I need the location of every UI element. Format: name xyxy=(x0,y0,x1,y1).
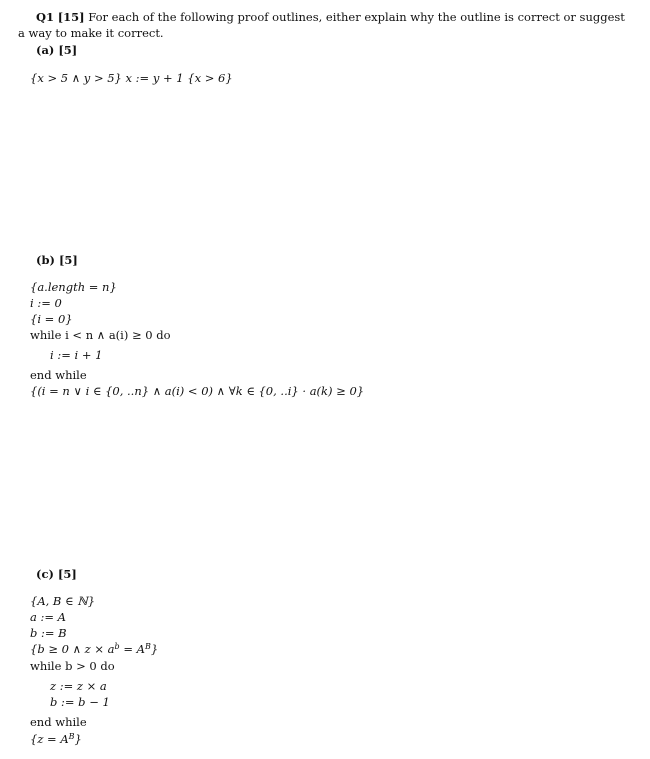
part-c-assign-a: a := A xyxy=(30,610,66,624)
part-c-end-while: end while xyxy=(30,715,87,729)
part-c-body-z: z := z × a xyxy=(50,679,107,693)
question-intro-line1: For each of the following proof outlines, either explain why the outline is correct or suggest xyxy=(88,10,625,24)
question-header xyxy=(36,10,625,24)
question-number: Q1 xyxy=(36,10,55,24)
part-c-label: (c) xyxy=(36,567,54,581)
part-c-precondition: {A, B ∈ ℕ} xyxy=(30,594,96,608)
part-b-postcondition: {(i = n ∨ i ∈ {0, ..n} ∧ a(i) < 0) ∧ ∀k ∈ {0, ..i} · a(k) ≥ 0} xyxy=(30,384,365,398)
part-c-heading xyxy=(36,567,77,581)
question-intro-line2: a way to make it correct. xyxy=(18,26,164,40)
part-b-points: [5] xyxy=(58,253,78,267)
part-b-body: i := i + 1 xyxy=(50,348,103,362)
part-c-body-b: b := b − 1 xyxy=(50,695,110,709)
part-a-label: (a) xyxy=(36,43,55,57)
part-b-end-while: end while xyxy=(30,368,87,382)
part-b-precondition: {a.length = n} xyxy=(30,280,117,294)
part-c-invariant: {b ≥ 0 ∧ $z \times a^b = A^B$} xyxy=(30,642,159,656)
part-b-heading xyxy=(36,253,78,267)
part-c-assign-b: b := B xyxy=(30,626,67,640)
part-b-while: while i < n ∧ a(i) ≥ 0 do xyxy=(30,328,171,342)
part-a-heading xyxy=(36,43,77,57)
part-c-postcondition: $\{z = A^B\}$ xyxy=(30,732,82,746)
question-points: [15] xyxy=(57,10,85,24)
part-a-points: [5] xyxy=(58,43,78,57)
part-b-init: i := 0 xyxy=(30,296,62,310)
part-b-label: (b) xyxy=(36,253,55,267)
part-c-while: while b > 0 do xyxy=(30,659,115,673)
part-b-assertion: {i = 0} xyxy=(30,312,73,326)
part-a-formula: {x > 5 ∧ y > 5} x := y + 1 {x > 6} xyxy=(30,71,233,85)
part-c-points: [5] xyxy=(57,567,77,581)
